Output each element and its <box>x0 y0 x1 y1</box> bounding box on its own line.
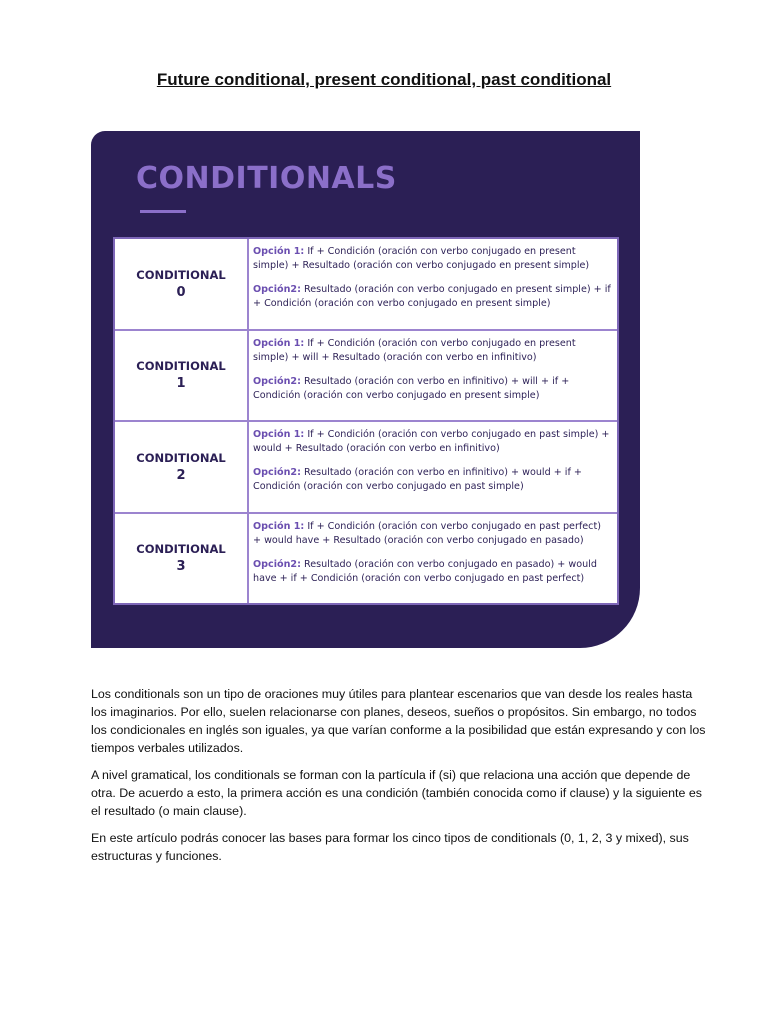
option-2-label: Opción2: <box>253 467 301 478</box>
row-description <box>249 239 617 329</box>
option-1 <box>253 245 611 273</box>
paragraph: En este artículo podrás conocer las bases para formar los cinco tipos de conditionals (0, 1, 2, 3 y mixed), sus estructuras y funciones. <box>91 831 689 863</box>
document-title: Future conditional, present conditional, past conditional <box>156 70 612 89</box>
option-1-label: Opción 1: <box>253 520 305 532</box>
row-label <box>115 239 249 329</box>
conditional-word: CONDITIONAL <box>136 542 226 557</box>
option-2 <box>253 283 611 311</box>
option-2-text: Resultado (oración con verbo en infinitivo) + would + if + Condición (oración con verbo conjugado en past simple) <box>253 467 582 492</box>
option-2-label: Opción2: <box>253 375 301 387</box>
option-2-text: Resultado (oración con verbo conjugado en pasado) + would have + if + Condición (oración con verbo conjugado en past perfect) <box>253 558 597 584</box>
paragraph: A nivel gramatical, los conditionals se forman con la partícula if (si) que relaciona una acción que depende de otra. De acuerdo a esto, la primera acción es una condición (también conocida como if clause) y la siguiente es el resultado (o main clause). <box>91 768 702 818</box>
conditional-number: 3 <box>176 559 186 575</box>
option-1-text: If + Condición (oración con verbo conjugado en past perfect) + would have + Resultado (oración con verbo conjugado en pasado) <box>253 520 601 546</box>
conditional-word: CONDITIONAL <box>136 450 226 465</box>
conditionals-table <box>113 237 619 605</box>
option-1-text: If + Condición (oración con verbo conjugado en present simple) + Resultado (oración con verbo conjugado en present simple) <box>253 246 590 271</box>
conditional-number: 1 <box>176 376 186 392</box>
row-label <box>115 422 249 512</box>
option-1-text: If + Condición (oración con verbo conjugado en past simple) + would + Resultado (oración con verbo en infinitivo) <box>253 429 610 454</box>
row-description <box>249 422 617 512</box>
row-description <box>249 514 617 604</box>
conditional-number: 0 <box>176 284 186 300</box>
table-row <box>115 239 617 329</box>
option-1-label: Opción 1: <box>253 246 305 257</box>
table-row <box>115 512 617 604</box>
conditional-word: CONDITIONAL <box>136 359 226 374</box>
option-2 <box>253 466 611 494</box>
option-1 <box>253 428 611 456</box>
option-2 <box>253 375 611 403</box>
option-1 <box>253 337 611 365</box>
row-description <box>249 331 617 421</box>
option-1-label: Opción 1: <box>253 337 305 349</box>
body-text <box>91 685 711 874</box>
table-row <box>115 420 617 512</box>
heading-underline <box>140 210 186 213</box>
option-1 <box>253 520 611 548</box>
option-2-label: Opción2: <box>253 558 301 570</box>
option-2-text: Resultado (oración con verbo en infinitivo) + will + if + Condición (oración con verbo conjugado en present simple) <box>253 375 570 401</box>
paragraph: Los conditionals son un tipo de oraciones muy útiles para plantear escenarios que van desde los reales hasta los imaginarios. Por ello, suelen relacionarse con planes, deseos, sueños o propósitos. Sin embargo, no todos los condicionales en inglés son iguales, ya que varían conforme a la posibilidad que están expresando y con los tiempos verbales utilizados. <box>91 687 706 755</box>
conditional-number: 2 <box>176 467 186 483</box>
row-label <box>115 514 249 604</box>
option-1-text: If + Condición (oración con verbo conjugado en present simple) + will + Resultado (oración con verbo en infinitivo) <box>253 337 576 363</box>
option-1-label: Opción 1: <box>253 429 305 440</box>
row-label <box>115 331 249 421</box>
option-2-text: Resultado (oración con verbo conjugado en present simple) + if + Condición (oración con verbo conjugado en present simple) <box>253 284 611 309</box>
infographic-heading: CONDITIONALS <box>136 161 397 196</box>
table-row <box>115 329 617 421</box>
option-2 <box>253 558 611 586</box>
option-2-label: Opción2: <box>253 284 301 295</box>
conditionals-infographic <box>91 131 640 648</box>
conditional-word: CONDITIONAL <box>136 267 226 282</box>
